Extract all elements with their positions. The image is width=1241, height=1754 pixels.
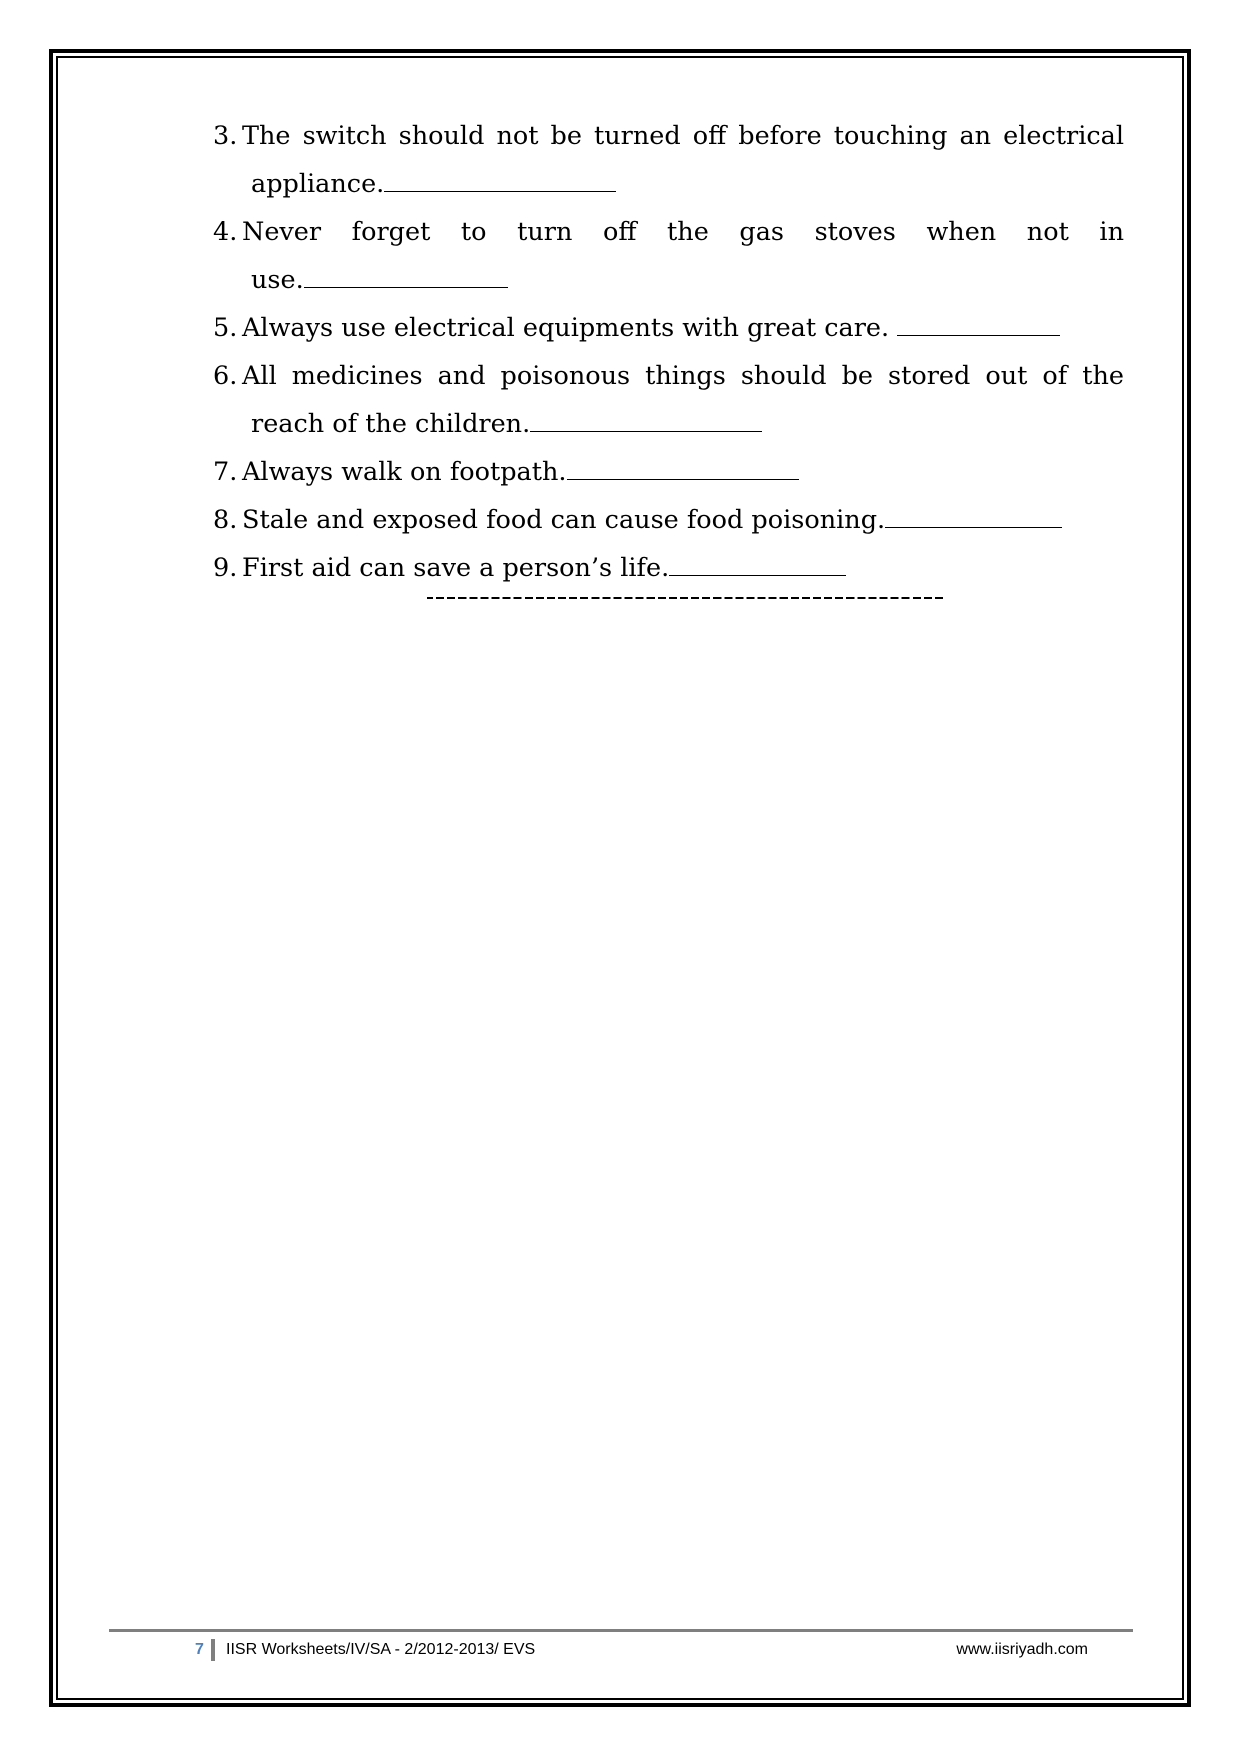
page-footer xyxy=(195,1637,1088,1663)
question-number: 9. xyxy=(213,553,238,583)
answer-blank[interactable] xyxy=(669,553,846,576)
footer-website: www.iisriyadh.com xyxy=(956,1641,1088,1658)
question-text-continued: reach of the children. xyxy=(251,409,531,439)
answer-blank[interactable] xyxy=(567,457,799,480)
question-text: All medicines and poisonous things should be stored out of the xyxy=(242,361,1124,391)
question-6 xyxy=(213,352,1124,448)
footer-title: IISR Worksheets/IV/SA - 2/2012-2013/ EVS xyxy=(226,1641,536,1658)
question-number: 3. xyxy=(213,121,238,151)
question-number: 6. xyxy=(213,361,238,391)
question-7 xyxy=(213,448,1124,496)
footer-separator xyxy=(211,1639,215,1661)
answer-blank[interactable] xyxy=(885,505,1062,528)
question-number: 8. xyxy=(213,505,238,535)
question-8 xyxy=(213,496,1124,544)
question-number: 5. xyxy=(213,313,238,343)
page-number: 7 xyxy=(195,1641,204,1658)
question-text: Always use electrical equipments with great care. xyxy=(242,313,898,343)
question-text: Stale and exposed food can cause food poisoning. xyxy=(242,505,886,535)
answer-blank[interactable] xyxy=(304,265,508,288)
answer-blank[interactable] xyxy=(384,169,616,192)
end-of-section-divider xyxy=(427,597,945,599)
question-3 xyxy=(213,112,1124,208)
question-5 xyxy=(213,304,1124,352)
question-text-continued: appliance. xyxy=(251,169,385,199)
question-text: Always walk on footpath. xyxy=(242,457,567,487)
footer-divider xyxy=(109,1629,1133,1632)
question-text: First aid can save a person’s life. xyxy=(242,553,670,583)
answer-blank[interactable] xyxy=(897,313,1060,336)
question-text-continued: use. xyxy=(251,265,304,295)
answer-blank[interactable] xyxy=(530,409,762,432)
question-text: Never forget to turn off the gas stoves when not in xyxy=(242,217,1124,247)
question-9 xyxy=(213,544,1124,592)
question-number: 7. xyxy=(213,457,238,487)
question-number: 4. xyxy=(213,217,238,247)
question-4 xyxy=(213,208,1124,304)
question-text: The switch should not be turned off before touching an electrical xyxy=(242,121,1124,151)
